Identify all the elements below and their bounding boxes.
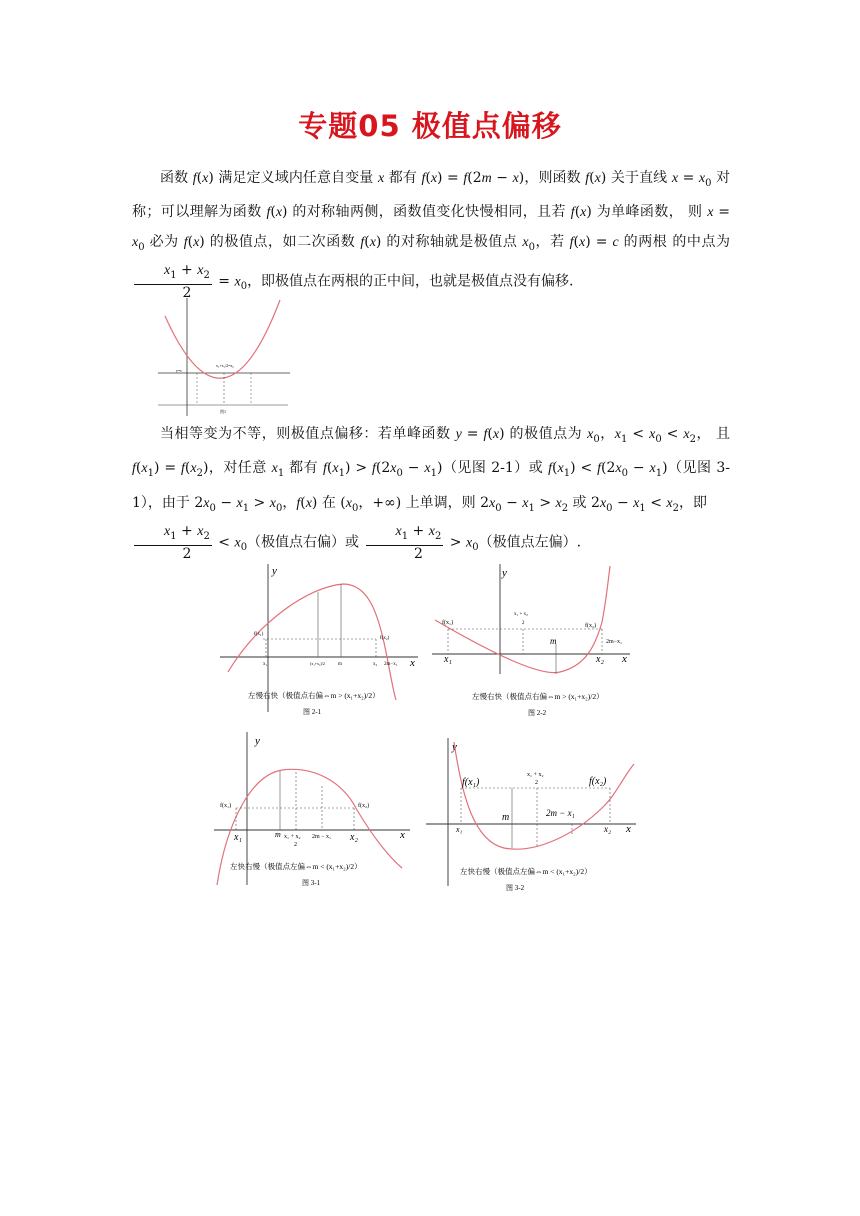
m-label: m	[502, 812, 510, 823]
mid-den-label: 2	[522, 621, 525, 626]
y-axis-label: y	[502, 567, 507, 579]
x2-label: x₂	[596, 654, 604, 665]
x-axis-label: x	[400, 829, 405, 841]
figure-subcaption: 左快右慢（极值点左偏⇔m < (x₁+x₂)/2）	[460, 867, 592, 876]
fx1-label: f(x₁)	[462, 777, 480, 788]
figure-1-y-label: y=c	[176, 368, 183, 373]
m-label: m	[275, 830, 281, 839]
fx2-label: f(x₂)	[358, 803, 370, 809]
reflect-label: 2m − x₁	[546, 808, 575, 818]
reflect-label: 2m−x₁	[606, 639, 623, 645]
figure-3-1	[212, 730, 417, 890]
mid-num-label: x₁ + x₂	[514, 612, 528, 617]
fx2-label: f(x₂)	[380, 636, 390, 641]
figure-1-parabola	[150, 298, 292, 416]
fx1-label: f(x₁)	[220, 803, 232, 809]
x2-label: x₂	[350, 832, 358, 843]
fx1-label: f(x₁)	[254, 632, 264, 637]
y-axis-label: y	[255, 735, 260, 747]
figure-caption: 图 3-1	[302, 879, 321, 887]
mid-num-label: x₁ + x₂	[284, 834, 301, 840]
x2-label: x₂	[373, 662, 378, 667]
x1-label: x₁	[234, 832, 242, 843]
figure-caption: 图 2-1	[303, 708, 322, 716]
m-label: m	[338, 662, 342, 667]
x-axis-label: x	[410, 657, 415, 669]
reflect-label: 2m − x₁	[312, 834, 332, 840]
mid-label: (x₁+x₂)/2	[310, 661, 325, 666]
figure-1-caption: 图1	[220, 409, 226, 414]
intro-paragraph: 函数 f(x) 满足定义域内任意自变量 x 都有 f(x) = f(2m − x)，则函数 f(x) 关于直线 $x = x_0$ 对称；可以理解为函数 f(x) 的对称轴两侧，函数值变化快慢相同，且若 f(x) 为单峰函数， 则 $x = x_0$ 必为 f(x) 的极值点，如二次函数 f(x) 的对称轴就是极值点 $x_0$，若 f(x) = c 的两根 的中点为 $\frac{x_1 + x_2}{2}$ = $x_0$，即极值点在两根的正中间，也就是极值点没有偏移.	[132, 170, 731, 301]
y-axis-label: y	[272, 565, 277, 577]
figure-caption: 图 2-2	[528, 709, 547, 717]
x1-label: x₁	[444, 654, 452, 665]
x1-label: x₁	[263, 662, 268, 667]
fx2-label: f(x₂)	[589, 776, 607, 787]
mid-num-label: x₁ + x₂	[527, 772, 544, 778]
mid-den-label: 2	[535, 780, 538, 786]
figure-2-1	[218, 562, 423, 722]
x2-label: x₂	[604, 824, 612, 834]
fx2-label: f(x₂)	[585, 623, 597, 629]
mid-den-label: 2	[294, 842, 297, 848]
x1-label: x₁	[456, 825, 463, 834]
figure-subcaption: 左慢右快（极值点右偏⇔m > (x₁+x₂)/2）	[248, 691, 380, 700]
shift-paragraph: 当相等变为不等，则极值点偏移：若单峰函数 y = f(x) 的极值点为 $x_0$，$x_1 < x_0 < x_2$， 且 $f(x_1) = f(x_2)$，对任意 $x_1$ 都有 $f(x_1) > f(2x_0 - x_1)$（见图 2-1）或 $f(x_1) < f(2x_0 - x_1)$（见图 3-1），由于 $2x_0 - x_1 > x_0$，f(x) 在 ($x_0$，+∞) 上单调，则 $2x_0 - x_1 > x_2$ 或 $2x_0 - x_1 < x_2$，即 $\frac{x_1 + x_2}{2}$ < $x_0$（极值点右偏）或 $\frac{x_1 + x_2}{2}$ > $x_0$（极值点左偏）.	[132, 426, 731, 562]
fx1-label: f(x₁)	[442, 620, 454, 626]
x-axis-label: x	[622, 653, 627, 665]
figure-caption: 图 3-2	[506, 884, 525, 892]
figure-1-tick-label: x₁+x₂/2=x₀	[216, 363, 234, 368]
m-label: m	[550, 636, 557, 646]
figure-2-2	[430, 562, 640, 722]
figure-subcaption: 左快右慢（极值点左偏⇔m < (x₁+x₂)/2）	[230, 862, 362, 871]
figure-subcaption: 左慢右快（极值点右偏⇔m > (x₁+x₂)/2）	[472, 692, 604, 701]
y-axis-label: y	[452, 741, 457, 753]
figure-3-2	[424, 736, 640, 896]
page-title: 专题05 极值点偏移	[298, 109, 562, 143]
x-axis-label: x	[626, 823, 631, 835]
reflect-label: 2m−x₁	[384, 662, 398, 667]
